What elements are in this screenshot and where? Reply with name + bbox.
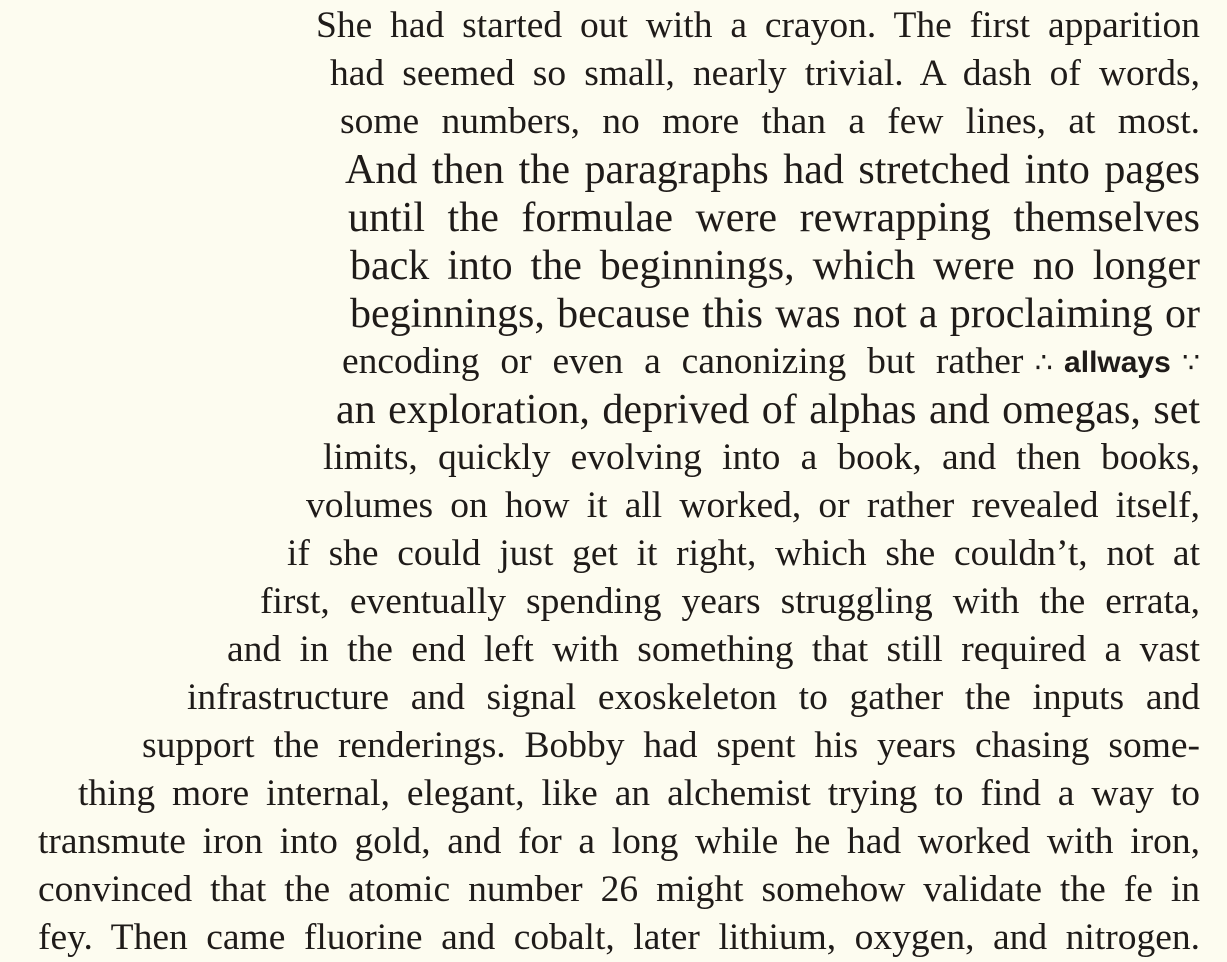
line-text: support the renderings. Bobby had spent his years chasing some- (142, 725, 1200, 766)
line-text: fey. Then came fluorine and cobalt, later lithium, oxygen, and nitrogen. (38, 917, 1200, 958)
text-line (350, 290, 1200, 338)
text-line (142, 722, 1200, 770)
text-line (330, 50, 1200, 98)
line-text: thing more internal, elegant, like an alchemist trying to find a way to (78, 773, 1200, 814)
line-text: And then the paragraphs had stretched into pages (345, 147, 1200, 193)
text-line (38, 818, 1200, 866)
line-text: transmute iron into gold, and for a long while he had worked with iron, (38, 821, 1200, 862)
text-line (340, 98, 1200, 146)
text-line (78, 770, 1200, 818)
text-line (227, 626, 1200, 674)
allways-word: allways (1064, 346, 1171, 379)
therefore-symbol: ∴ (1034, 346, 1053, 379)
allways-glyph-group (1035, 337, 1200, 387)
line-text: first, eventually spending years struggling with the errata, (260, 581, 1200, 622)
text-line (342, 338, 1200, 386)
line-text: convinced that the atomic number 26 might somehow validate the fe in (38, 869, 1200, 910)
line-text: She had started out with a crayon. The first apparition (316, 5, 1200, 46)
text-line (287, 530, 1200, 578)
line-text: some numbers, no more than a few lines, at most. (340, 101, 1200, 142)
text-line (316, 2, 1200, 50)
text-line (187, 674, 1200, 722)
line-text: and in the end left with something that still required a vast (227, 629, 1200, 670)
text-line (345, 146, 1200, 194)
text-line (306, 482, 1200, 530)
line-text: back into the beginnings, which were no longer (350, 243, 1200, 289)
text-line (350, 242, 1200, 290)
text-line (348, 194, 1200, 242)
line-text: infrastructure and signal exoskeleton to gather the inputs and (187, 677, 1200, 718)
text-line (323, 434, 1200, 482)
line-text: if she could just get it right, which she couldn’t, not at (287, 533, 1200, 574)
line-text: limits, quickly evolving into a book, and then books, (323, 437, 1200, 478)
text-line (336, 386, 1200, 434)
line-text: encoding or even a canonizing but rather (342, 341, 1024, 382)
line-text: beginnings, because this was not a proclaiming or (350, 291, 1200, 337)
line-text: until the formulae were rewrapping themselves (348, 195, 1200, 241)
text-line (38, 914, 1200, 962)
text-line (260, 578, 1200, 626)
text-line (38, 866, 1200, 914)
line-text: an exploration, deprived of alphas and omegas, set (336, 387, 1200, 433)
line-text: volumes on how it all worked, or rather revealed itself, (306, 485, 1200, 526)
line-text: had seemed so small, nearly trivial. A dash of words, (330, 53, 1200, 94)
because-symbol: ∵ (1182, 346, 1200, 379)
